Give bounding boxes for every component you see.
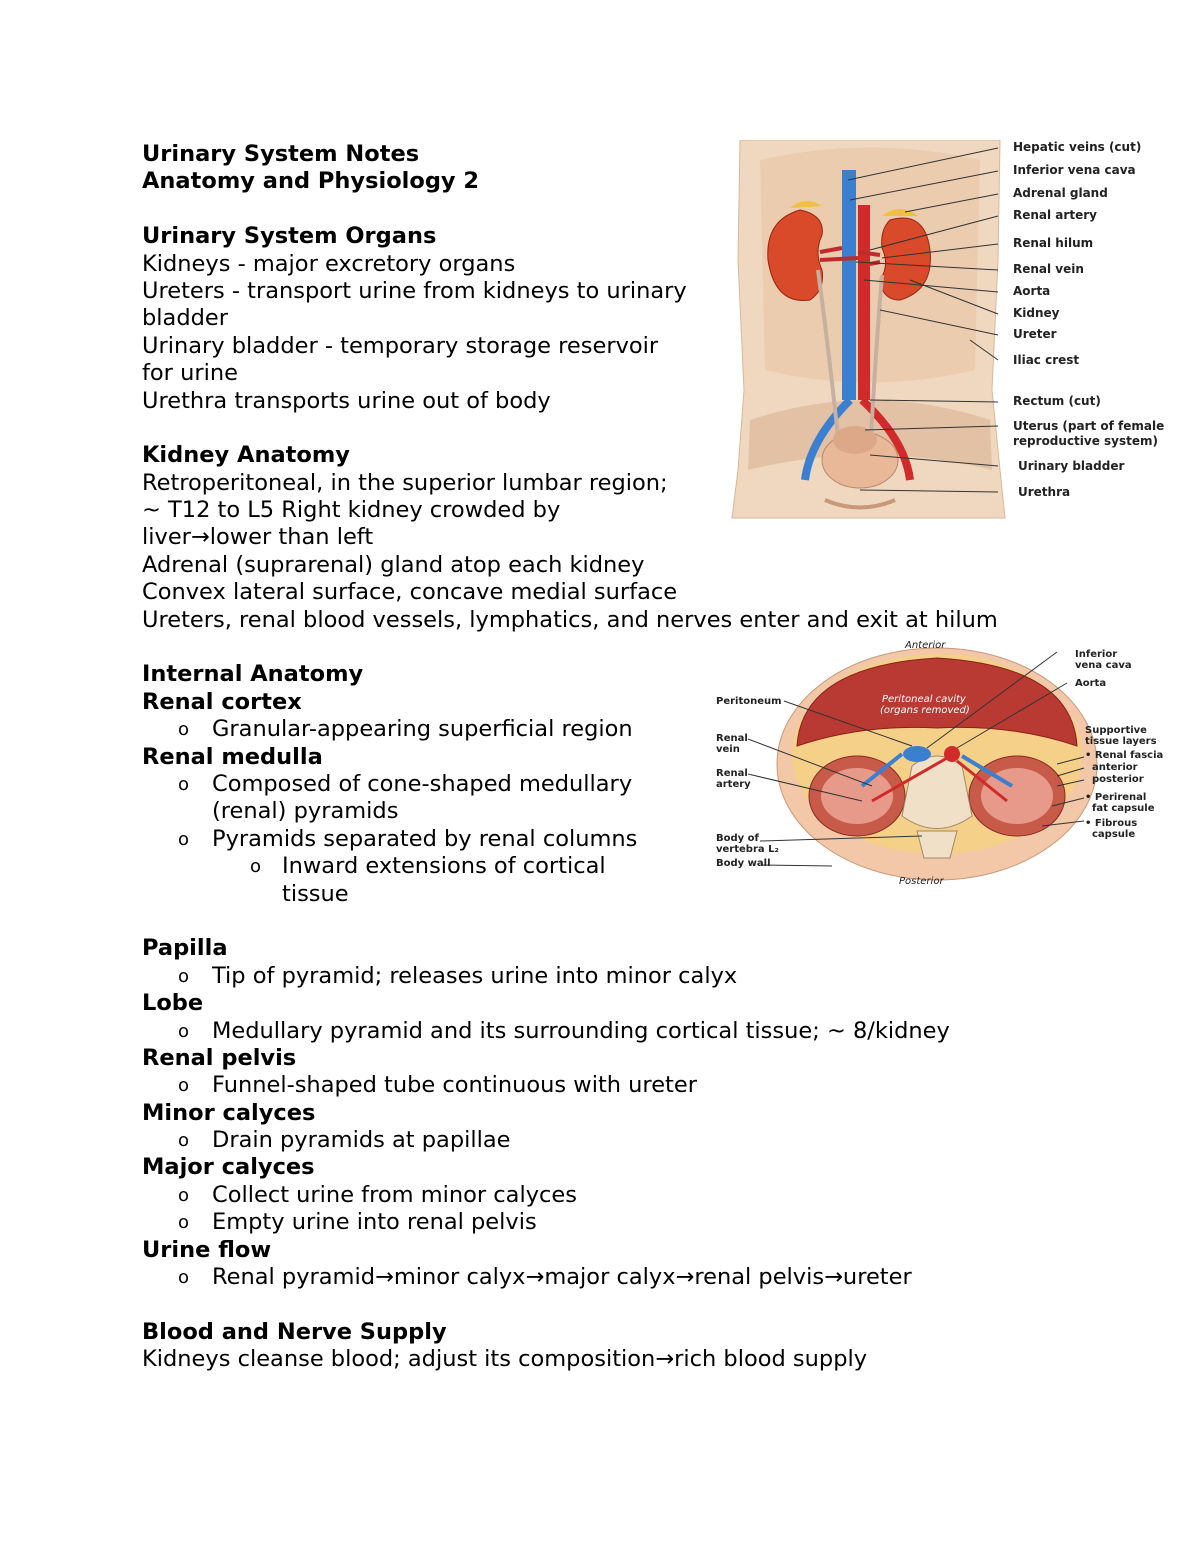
figure-label: Uterus (part of female [1013,419,1165,433]
figure-label: Renal vein [1013,262,1084,276]
anterior-layer-label: anterior [1092,762,1138,773]
bullet-text: Composed of cone-shaped medullary [212,770,633,797]
kidney-line: Ureters, renal blood vessels, lymphatics, and nerves enter and exit at hilum [142,606,998,633]
bullet-text: Funnel-shaped tube continuous with ureter [212,1072,697,1099]
heading-kidney-anatomy: Kidney Anatomy [142,442,350,469]
kidney-cross-section-figure [712,636,1162,892]
figure-label: Rectum (cut) [1013,394,1101,408]
heading-major-calyces: Major calyces [142,1154,315,1181]
heading-renal-pelvis: Renal pelvis [142,1044,297,1071]
bullet-item [142,1072,1082,1099]
peritoneum-label: Peritoneum [716,696,782,707]
fibrous-capsule-label: capsule [1092,829,1136,840]
bullet-glyph: o [178,965,190,987]
bullet-item [142,963,1082,990]
bullet-text: Inward extensions of cortical [282,853,606,880]
organs-line: bladder [142,305,228,332]
organs-line: Ureters - transport urine from kidneys to urinary [142,277,687,304]
heading-medulla: Renal medulla [142,743,323,770]
bullet-text: Collect urine from minor calyces [212,1181,577,1208]
supportive-label: tissue layers [1085,736,1157,747]
heading-lobe: Lobe [142,990,204,1017]
bullet-item [142,1018,1082,1045]
bullet-glyph: o [178,719,190,741]
doc-subtitle: Anatomy and Physiology 2 [142,168,480,195]
kidney-line: ~ T12 to L5 Right kidney crowded by [142,497,561,524]
fibrous-capsule-label: • Fibrous [1085,818,1138,829]
figure-label: Urinary bladder [1018,459,1125,473]
posterior-layer-label: posterior [1092,774,1144,785]
bullet-item [142,1264,1082,1291]
renal-fascia-label: • Renal fascia [1085,750,1164,761]
cavity-label: Peritoneal cavity [882,694,966,705]
supportive-label: Supportive [1085,725,1147,736]
renal-vein-label: Renal [716,733,748,744]
organs-line: Kidneys - major excretory organs [142,250,516,277]
figure-label: Renal hilum [1013,236,1094,250]
heading-papilla: Papilla [142,935,228,962]
bullet-text: Empty urine into renal pelvis [212,1209,537,1236]
figure-label: Urethra [1018,485,1071,499]
bullet-glyph: o [178,1020,190,1042]
posterior-label: Posterior [899,876,944,887]
heading-internal: Internal Anatomy [142,661,364,688]
anterior-label: Anterior [905,640,946,651]
heading-cortex: Renal cortex [142,688,302,715]
ivc-label: vena cava [1075,660,1132,671]
organs-line: for urine [142,360,238,387]
bullet-text: Renal pyramid→minor calyx→major calyx→renal pelvis→ureter [212,1264,912,1291]
bullet-text: tissue [282,880,349,907]
heading-blood-supply: Blood and Nerve Supply [142,1318,447,1345]
bullet-glyph: o [178,1075,190,1097]
vertebra-label: Body of [716,833,759,844]
organs-line: Urethra transports urine out of body [142,387,551,414]
figure-label: Iliac crest [1013,353,1080,367]
perirenal-fat-label: • Perirenal [1085,792,1147,803]
renal-artery-label: Renal [716,768,748,779]
body-wall-label: Body wall [716,858,771,869]
aorta-label: Aorta [1075,678,1107,689]
figure-label: reproductive system) [1013,434,1159,448]
bullet-glyph: o [178,1130,190,1152]
bullet-glyph: o [178,828,190,850]
bullet-item [142,1127,1082,1154]
blood-line: Kidneys cleanse blood; adjust its composition→rich blood supply [142,1346,868,1373]
figure-label: Hepatic veins (cut) [1013,140,1142,154]
figure-label: Ureter [1013,327,1057,341]
bullet-text: (renal) pyramids [212,798,399,825]
figure-label: Adrenal gland [1013,186,1108,200]
kidney-line: Adrenal (suprarenal) gland atop each kidney [142,551,645,578]
bullet-text: Pyramids separated by renal columns [212,825,638,852]
ivc-label: Inferior [1075,649,1118,660]
urinary-system-figure [730,140,1165,520]
bullet-glyph: o [178,1267,190,1289]
bullet-glyph: o [250,856,262,878]
bullet-item [142,1182,1082,1209]
bullet-item [142,1209,1082,1236]
perirenal-fat-label: fat capsule [1092,803,1155,814]
figure-label: Kidney [1013,306,1060,320]
cavity-label: (organs removed) [880,705,970,716]
bullet-text: Drain pyramids at papillae [212,1127,511,1154]
bullet-glyph: o [178,773,190,795]
heading-urine-flow: Urine flow [142,1236,272,1263]
renal-vein-label: vein [716,744,740,755]
kidney-line: Convex lateral surface, concave medial surface [142,579,678,606]
kidney-line: Retroperitoneal, in the superior lumbar region; [142,469,668,496]
renal-artery-label: artery [716,779,751,790]
bullet-glyph: o [178,1184,190,1206]
organs-line: Urinary bladder - temporary storage reservoir [142,332,659,359]
bullet-text: Tip of pyramid; releases urine into minor calyx [212,962,738,989]
doc-title: Urinary System Notes [142,141,420,167]
figure-label: Renal artery [1013,208,1097,222]
bullet-glyph: o [178,1212,190,1234]
kidney-line: liver→lower than left [142,524,374,551]
vertebra-label: vertebra L₂ [716,844,779,855]
heading-minor-calyces: Minor calyces [142,1099,316,1126]
heading-organs: Urinary System Organs [142,223,437,250]
bullet-text: Granular-appearing superficial region [212,716,633,743]
figure-label: Aorta [1013,284,1051,298]
bullet-text: Medullary pyramid and its surrounding cortical tissue; ~ 8/kidney [212,1017,950,1044]
figure-label: Inferior vena cava [1013,163,1136,177]
